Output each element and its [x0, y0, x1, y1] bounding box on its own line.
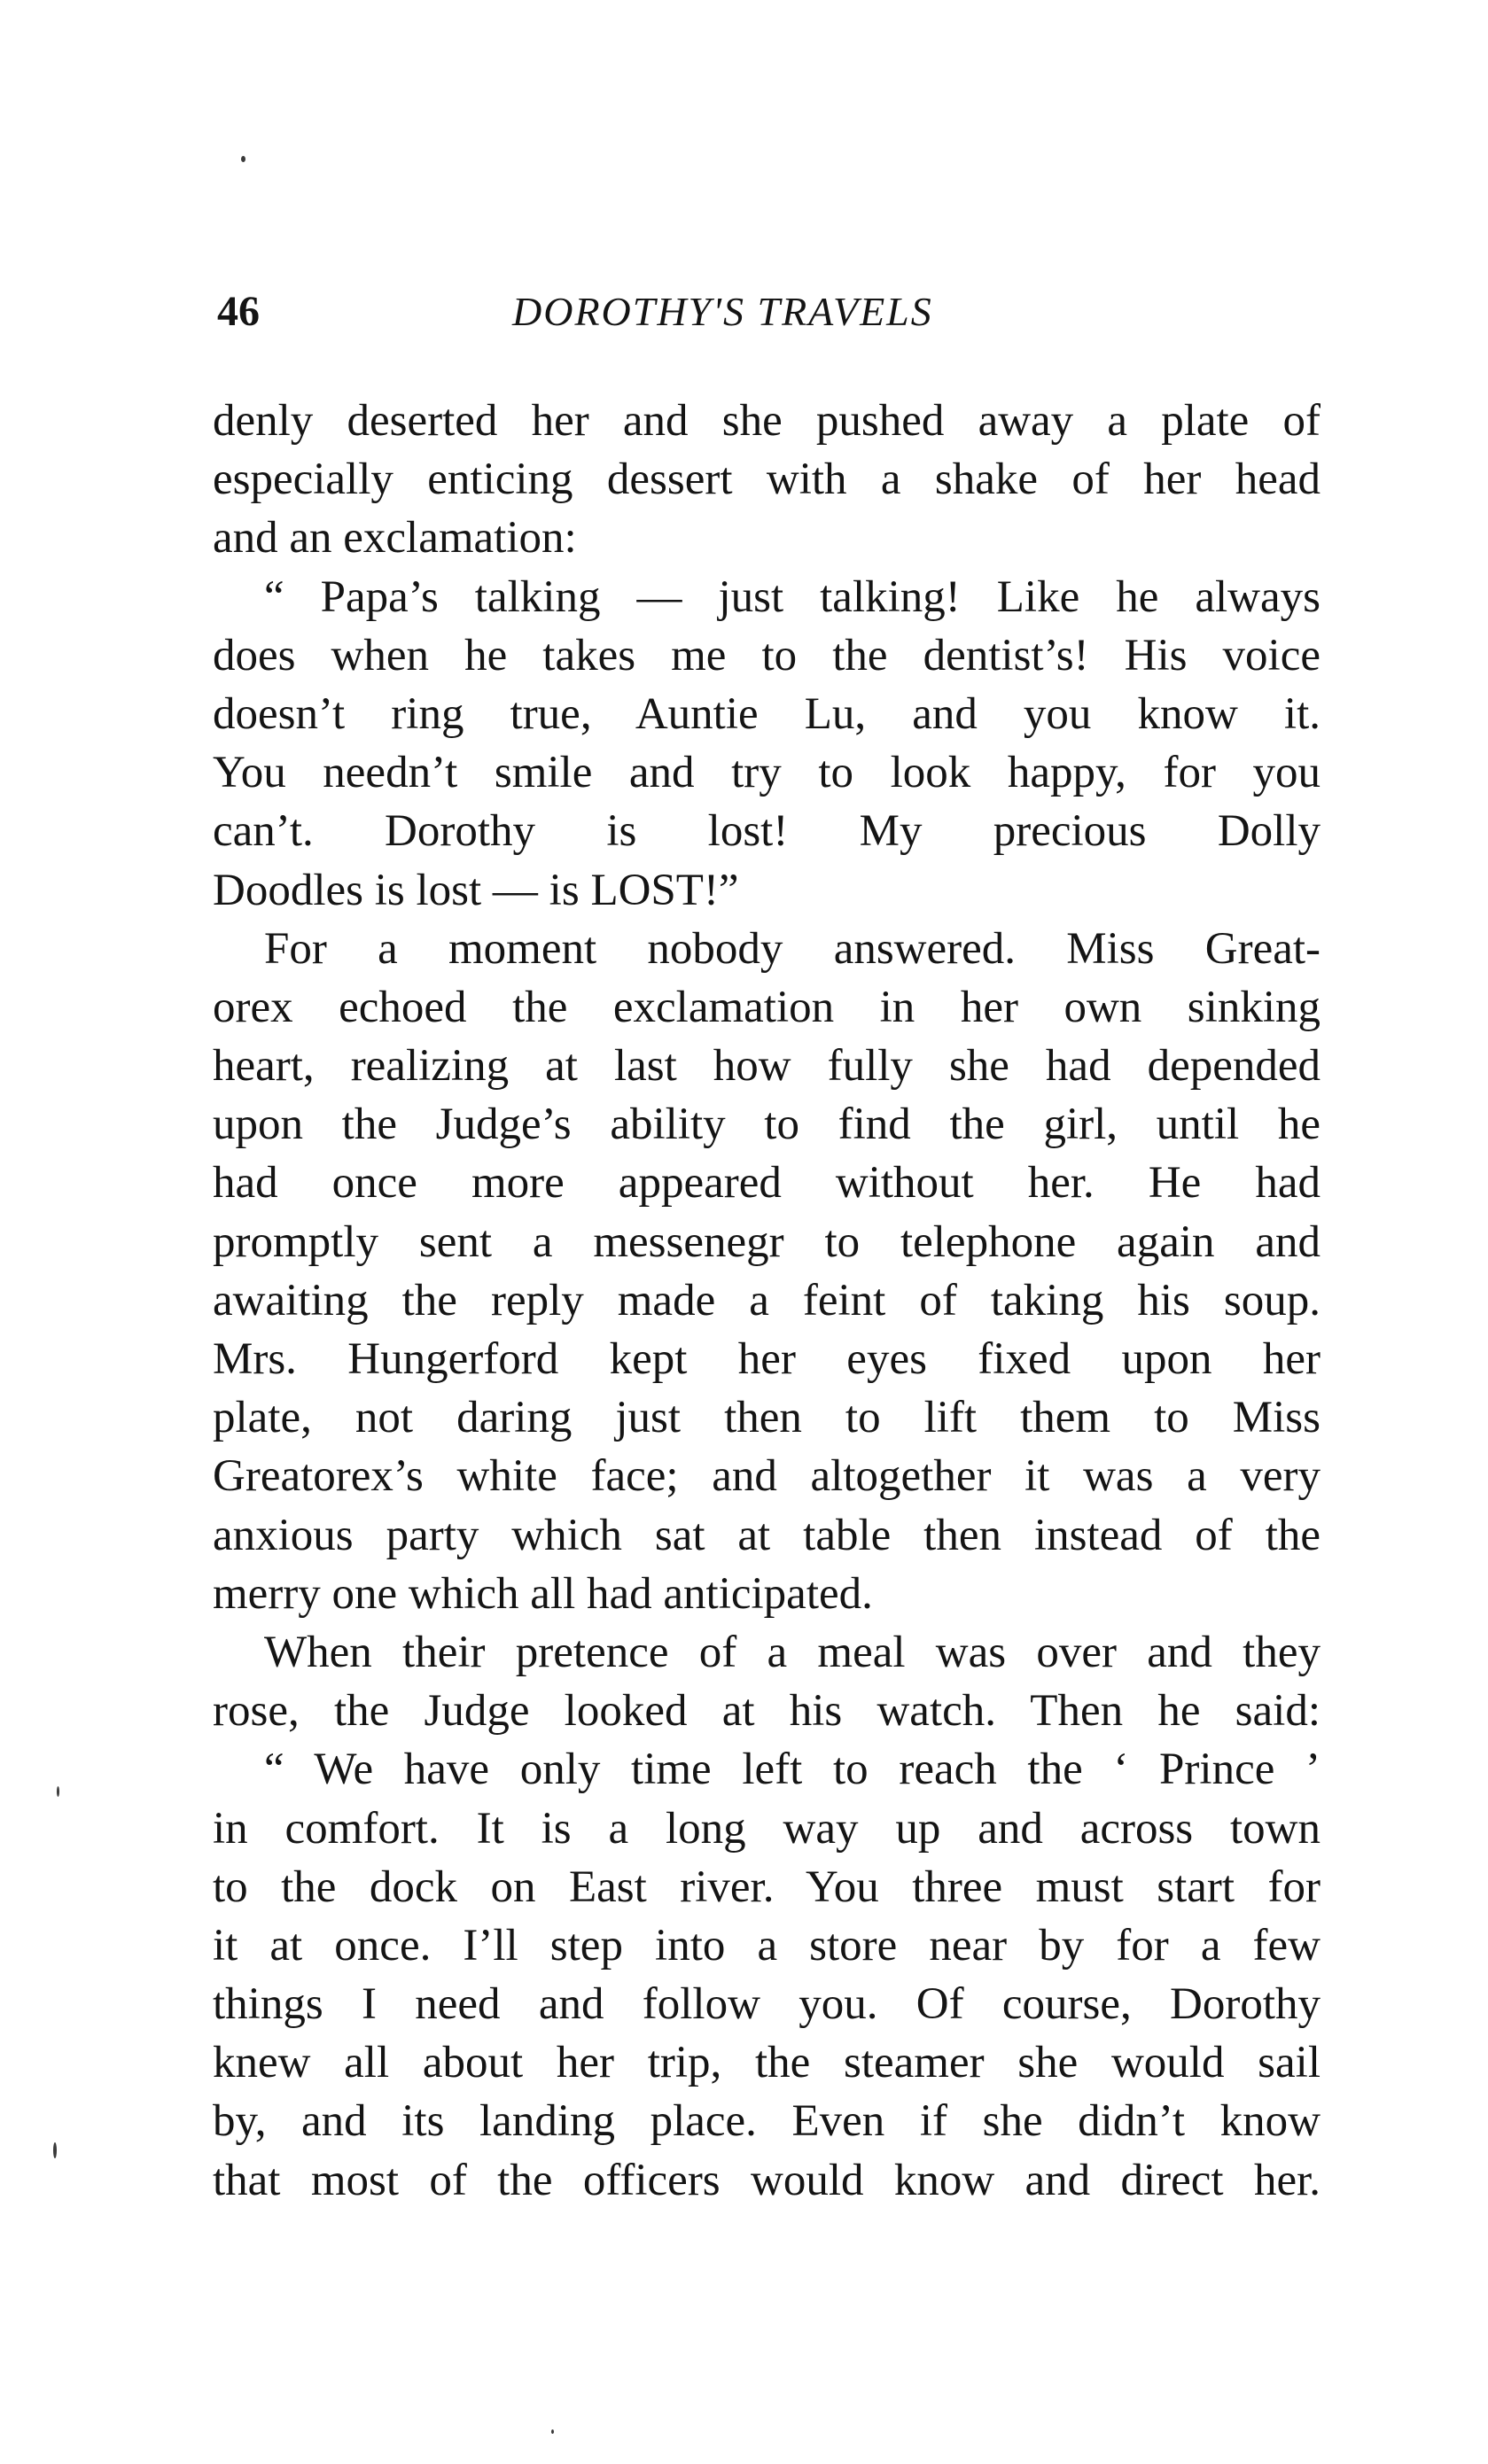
text-line: Mrs. Hungerford kept her eyes fixed upon her	[213, 1334, 1321, 1384]
text-line: “ Papa’s talking — just talking! Like he always	[264, 571, 1321, 622]
running-title: DOROTHY'S TRAVELS	[512, 289, 933, 334]
text-line: it at once. I’ll step into a store near by for a few	[213, 1920, 1321, 1970]
text-line: You needn’t smile and try to look happy, for you	[213, 748, 1321, 798]
text-line: had once more appeared without her. He had	[213, 1158, 1321, 1209]
margin-speck	[241, 156, 245, 162]
text-line: denly deserted her and she pushed away a plate of	[213, 396, 1321, 446]
text-line: and an exclamation:	[213, 513, 577, 564]
text-line: in comfort. It is a long way up and across town	[213, 1803, 1321, 1854]
text-line: “ We have only time left to reach the ‘ Prince ’	[264, 1745, 1321, 1795]
text-line: heart, realizing at last how fully she had depended	[213, 1041, 1321, 1092]
text-line: doesn’t ring true, Auntie Lu, and you know it.	[213, 688, 1321, 739]
text-line: that most of the officers would know and direct her.	[213, 2155, 1321, 2205]
text-line: knew all about her trip, the steamer she would sail	[213, 2038, 1321, 2088]
text-line: When their pretence of a meal was over and they	[264, 1627, 1321, 1677]
text-line: does when he takes me to the dentist’s! His voice	[213, 630, 1321, 680]
text-line: especially enticing dessert with a shake of her head	[213, 455, 1321, 505]
text-line: plate, not daring just then to lift them to Miss	[213, 1393, 1321, 1443]
text-line: Doodles is lost — is LOST!”	[213, 865, 739, 915]
text-line: things I need and follow you. Of course, Dorothy	[213, 1979, 1321, 2030]
page-number: 46	[217, 288, 260, 335]
text-line: anxious party which sat at table then instead of the	[213, 1510, 1321, 1560]
text-line: rose, the Judge looked at his watch. Then he said:	[213, 1686, 1321, 1737]
margin-speck	[53, 2142, 57, 2158]
margin-speck	[57, 1786, 59, 1797]
text-line: upon the Judge’s ability to find the girl, until he	[213, 1100, 1321, 1150]
text-line: to the dock on East river. You three must start for	[213, 1862, 1321, 1912]
text-line: merry one which all had anticipated.	[213, 1568, 873, 1619]
margin-speck	[551, 2429, 554, 2434]
text-line: awaiting the reply made a feint of taking his soup.	[213, 1275, 1321, 1325]
text-line: promptly sent a messenegr to telephone again and	[213, 1216, 1321, 1267]
text-line: Greatorex’s white face; and altogether it was a very	[213, 1451, 1321, 1502]
text-line: orex echoed the exclamation in her own sinking	[213, 982, 1321, 1032]
text-line: by, and its landing place. Even if she didn’t know	[213, 2096, 1321, 2147]
text-line: can’t. Dorothy is lost! My precious Dolly	[213, 806, 1321, 857]
text-line: For a moment nobody answered. Miss Great-	[264, 923, 1321, 974]
running-head	[0, 285, 1488, 338]
body-text	[213, 392, 1321, 2210]
